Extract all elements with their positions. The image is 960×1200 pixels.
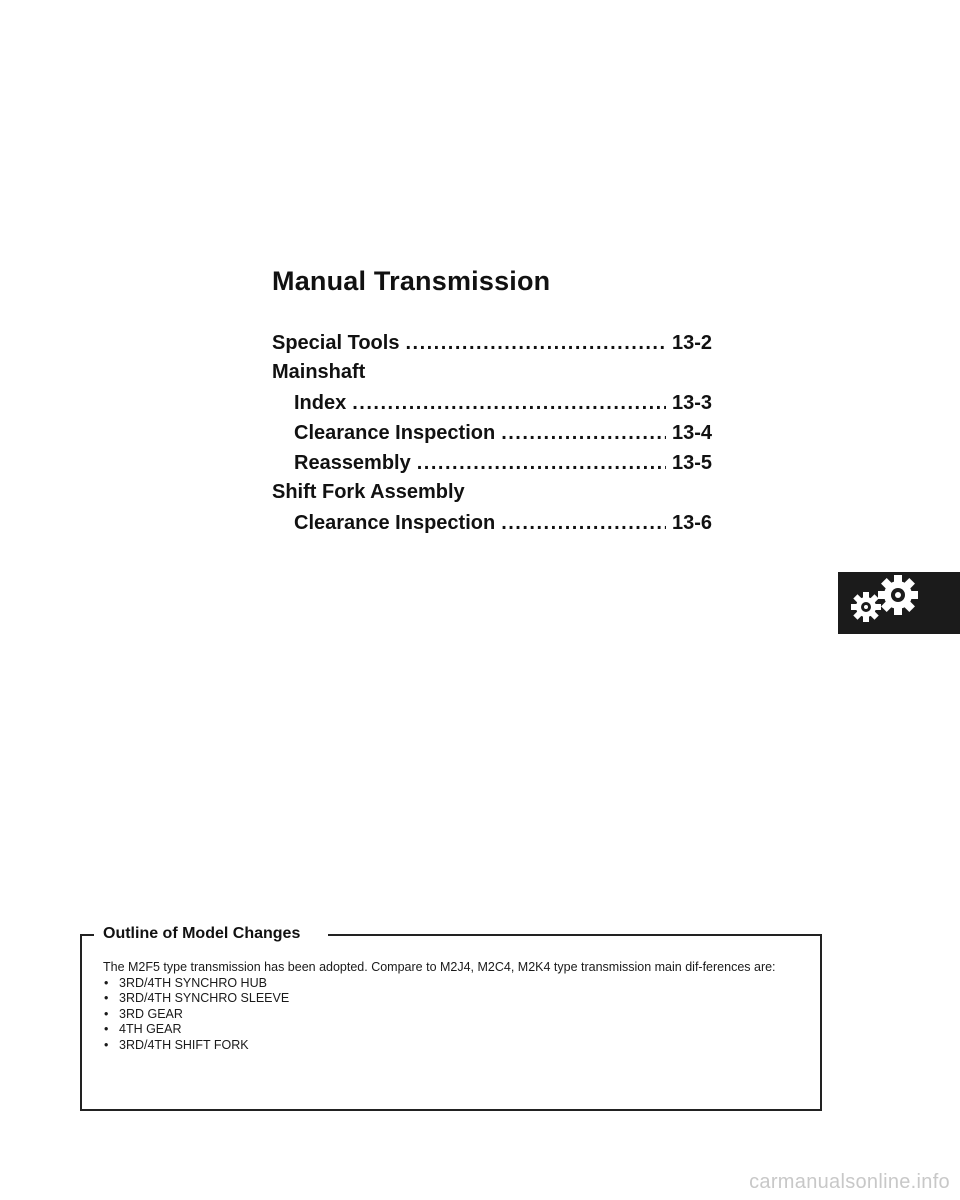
outline-body <box>103 960 813 1053</box>
toc-entry-label: Index <box>294 392 347 414</box>
list-item: • 3RD GEAR <box>103 1007 813 1023</box>
toc-leader-dots <box>417 452 666 475</box>
list-item: • 3RD/4TH SYNCHRO HUB <box>103 976 813 992</box>
toc-entry-mainshaft-reassembly[interactable] <box>294 452 712 475</box>
outline-change-list <box>103 976 813 1054</box>
toc-entry-label: Reassembly <box>294 452 411 474</box>
watermark: carmanualsonline.info <box>749 1171 950 1193</box>
list-item: • 4TH GEAR <box>103 1022 813 1038</box>
outline-intro: The M2F5 type transmission has been adopted. Compare to M2J4, M2C4, M2K4 type transmission main dif-ferences are: <box>103 960 776 974</box>
toc-entry-label: Clearance Inspection <box>294 512 496 534</box>
outline-border-top-right <box>328 934 822 936</box>
list-item: • 3RD/4TH SHIFT FORK <box>103 1038 813 1054</box>
toc-heading-mainshaft: Mainshaft <box>272 361 366 383</box>
toc-entry-label: Clearance Inspection <box>294 422 496 444</box>
outline-border-top-left <box>80 934 94 936</box>
toc-leader-dots <box>405 332 666 355</box>
list-item: • 3RD/4TH SYNCHRO SLEEVE <box>103 991 813 1007</box>
toc-entry-page: 13-5 <box>671 452 712 474</box>
outline-title: Outline of Model Changes <box>103 925 301 942</box>
toc-entry-shift-fork-clearance-inspection[interactable] <box>294 512 712 535</box>
toc-heading-shift-fork-assembly: Shift Fork Assembly <box>272 481 465 503</box>
toc-leader-dots <box>352 392 666 415</box>
toc-entry-label: Special Tools <box>272 332 400 354</box>
chapter-title: Manual Transmission <box>272 266 551 296</box>
toc-leader-dots <box>501 512 666 535</box>
toc-entry-page: 13-4 <box>671 422 712 444</box>
toc-entry-mainshaft-clearance-inspection[interactable] <box>294 422 712 445</box>
toc-entry-page: 13-6 <box>671 512 712 534</box>
toc-leader-dots <box>501 422 666 445</box>
toc-entry-page: 13-3 <box>671 392 712 414</box>
section-tab[interactable] <box>838 572 960 634</box>
gears-icon <box>838 572 960 634</box>
toc-entry-mainshaft-index[interactable] <box>294 392 712 415</box>
toc-entry-page: 13-2 <box>671 332 712 354</box>
toc-entry-special-tools[interactable] <box>272 332 712 355</box>
